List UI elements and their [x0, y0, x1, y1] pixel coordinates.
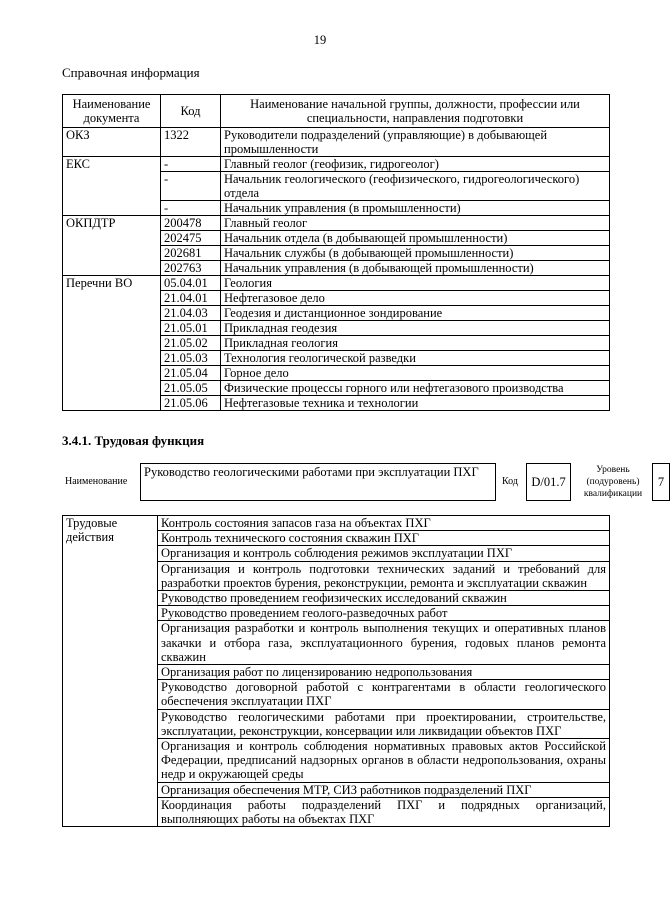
ref-title: Горное дело [221, 366, 610, 381]
code-label: Код [502, 476, 518, 487]
ref-title: Физические процессы горного или нефтегазового производства [221, 381, 610, 396]
ref-code: 21.05.01 [161, 321, 221, 336]
labor-action: Руководство договорной работой с контрагентами в области геологического обеспечения эксплуатации ПХГ [158, 680, 610, 709]
document-name: ОКЗ [63, 128, 161, 157]
ref-row [63, 157, 610, 172]
document-name: Перечни ВО [63, 276, 161, 411]
ref-title: Начальник управления (в промышленности) [221, 201, 610, 216]
ref-title: Нефтегазовое дело [221, 291, 610, 306]
document-name: ОКПДТР [63, 216, 161, 276]
qualification-level: 7 [652, 463, 670, 501]
action-row [63, 516, 610, 531]
labor-action: Организация разработки и контроль выполнения текущих и оперативных планов закачки и отбора газа, эксплуатационного бурения, годовых планов ремонта скважин [158, 621, 610, 665]
ref-code: - [161, 201, 221, 216]
ref-row [63, 276, 610, 291]
ref-title: Технология геологической разведки [221, 351, 610, 366]
function-name: Руководство геологическими работами при эксплуатации ПХГ [140, 463, 496, 501]
ref-title: Начальник управления (в добывающей промышленности) [221, 261, 610, 276]
ref-title: Руководители подразделений (управляющие) в добывающей промышленности [221, 128, 610, 157]
labor-action: Организация и контроль соблюдения нормативных правовых актов Российской Федерации, предписаний надзорных органов в области недропользования, охраны недр и окружающей среды [158, 739, 610, 783]
reference-table [62, 94, 610, 411]
labor-action: Координация работы подразделений ПХГ и подрядных организаций, выполняющих работы на объектах ПХГ [158, 797, 610, 826]
labor-action: Контроль состояния запасов газа на объектах ПХГ [158, 516, 610, 531]
ref-code: 200478 [161, 216, 221, 231]
ref-title: Геология [221, 276, 610, 291]
ref-code: 21.05.06 [161, 396, 221, 411]
labor-action: Организация и контроль соблюдения режимов эксплуатации ПХГ [158, 546, 610, 561]
ref-title: Начальник службы (в добывающей промышленности) [221, 246, 610, 261]
ref-title: Прикладная геодезия [221, 321, 610, 336]
header-name: Наименование начальной группы, должности, профессии или специальности, направления подготовки [221, 95, 610, 128]
labor-function-row [62, 463, 665, 501]
ref-code: 202475 [161, 231, 221, 246]
labor-action: Организация и контроль подготовки технических заданий и требований для разработки проектов бурения, реконструкции, ремонта и эксплуатации скважин [158, 561, 610, 590]
labor-action: Руководство геологическими работами при проектировании, строительстве, эксплуатации, реконструкции, консервации или ликвидации объектов ПХГ [158, 709, 610, 738]
reference-heading: Справочная информация [62, 65, 200, 80]
header-document: Наименование документа [63, 95, 161, 128]
function-code: D/01.7 [526, 463, 571, 501]
level-label: Уровень (подуровень) квалификации [583, 465, 643, 499]
name-label: Наименование [65, 476, 128, 487]
ref-code: 202763 [161, 261, 221, 276]
ref-row [63, 128, 610, 157]
ref-code: 05.04.01 [161, 276, 221, 291]
ref-code: 21.04.03 [161, 306, 221, 321]
ref-title: Геодезия и дистанционное зондирование [221, 306, 610, 321]
header-code: Код [161, 95, 221, 128]
ref-code: - [161, 172, 221, 201]
labor-action: Руководство проведением геофизических исследований скважин [158, 591, 610, 606]
ref-title: Нефтегазовые техника и технологии [221, 396, 610, 411]
labor-action: Руководство проведением геолого-разведочных работ [158, 606, 610, 621]
labor-action: Организация обеспечения МТР, СИЗ работников подразделений ПХГ [158, 782, 610, 797]
page-number: 19 [313, 33, 327, 47]
labor-action: Организация работ по лицензированию недропользования [158, 665, 610, 680]
ref-row [63, 216, 610, 231]
labor-action: Контроль технического состояния скважин ПХГ [158, 531, 610, 546]
labor-actions-table [62, 515, 610, 827]
ref-code: 21.05.05 [161, 381, 221, 396]
ref-title: Главный геолог [221, 216, 610, 231]
ref-code: 1322 [161, 128, 221, 157]
section-heading: 3.4.1. Трудовая функция [62, 433, 205, 448]
ref-title: Главный геолог (геофизик, гидрогеолог) [221, 157, 610, 172]
ref-code: - [161, 157, 221, 172]
actions-label: Трудовые действия [63, 516, 158, 827]
ref-code: 21.05.04 [161, 366, 221, 381]
ref-code: 21.05.03 [161, 351, 221, 366]
ref-code: 202681 [161, 246, 221, 261]
ref-title: Начальник геологического (геофизического, гидрогеологического) отдела [221, 172, 610, 201]
ref-title: Начальник отдела (в добывающей промышленности) [221, 231, 610, 246]
ref-code: 21.05.02 [161, 336, 221, 351]
document-name: ЕКС [63, 157, 161, 216]
ref-title: Прикладная геология [221, 336, 610, 351]
ref-code: 21.04.01 [161, 291, 221, 306]
